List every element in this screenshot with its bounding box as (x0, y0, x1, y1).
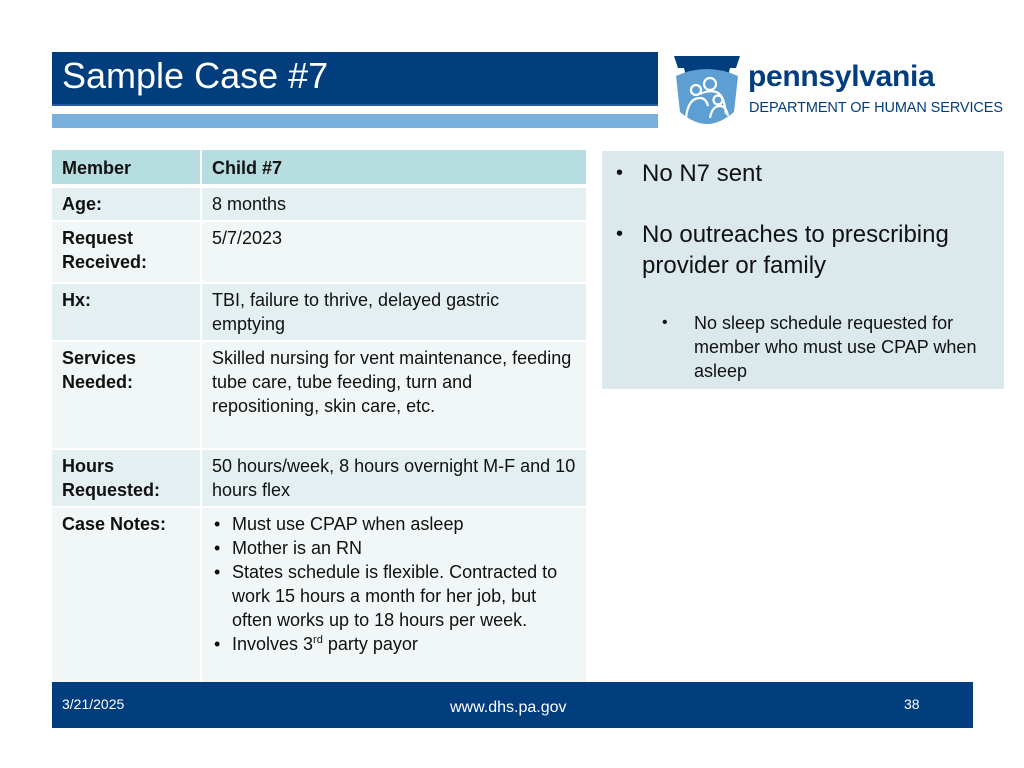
case-notes-list (212, 512, 576, 656)
case-note-item: • Must use CPAP when asleep (212, 512, 576, 536)
services-needed-value: Skilled nursing for vent maintenance, feeding tube care, tube feeding, turn and repositioning, skin care, etc. (202, 342, 586, 450)
title-bar (52, 52, 658, 106)
note-text: party payor (322, 634, 418, 654)
hours-requested-value: 50 hours/week, 8 hours overnight M-F and 10 hours flex (202, 450, 586, 508)
finding-sub-item: No sleep schedule requested for member who must use CPAP when asleep (694, 313, 977, 381)
hx-value: TBI, failure to thrive, delayed gastric emptying (202, 284, 586, 342)
footer-url: www.dhs.pa.gov (450, 699, 567, 716)
hx-label: Hx: (52, 284, 202, 342)
request-received-label: Request Received: (52, 222, 202, 284)
note-text: Involves 3 (232, 634, 314, 654)
member-value: Child #7 (202, 150, 586, 188)
case-notes-value (202, 508, 586, 696)
services-needed-label: Services Needed: (52, 342, 202, 450)
slide-footer (52, 682, 973, 728)
bullet-icon: • (616, 223, 624, 245)
case-note-item: • Mother is an RN (212, 536, 576, 560)
page-number: 38 (904, 696, 920, 712)
footer-date: 3/21/2025 (62, 696, 125, 712)
keystone-family-icon (670, 54, 744, 126)
hours-requested-label: Hours Requested: (52, 450, 202, 508)
finding-item: No N7 sent (642, 160, 763, 187)
finding-item: No outreaches to prescribing provider or family (642, 221, 949, 279)
table-row-hours-requested (52, 450, 586, 508)
case-notes-label: Case Notes: (52, 508, 202, 696)
case-note-item (212, 632, 576, 656)
ordinal-superscript: rd (313, 634, 323, 646)
request-received-value: 5/7/2023 (202, 222, 586, 284)
table-row-age (52, 188, 586, 222)
case-details-table (52, 150, 586, 696)
slide-title: Sample Case #7 (62, 55, 329, 96)
case-note-item: • States schedule is flexible. Contracted to work 15 hours a month for her job, but often works up to 18 hours per week. (212, 560, 576, 632)
logo-department: DEPARTMENT OF HUMAN SERVICES (749, 100, 1003, 116)
bullet-icon: • (616, 162, 624, 184)
table-row-services-needed (52, 342, 586, 450)
table-row-hx (52, 284, 586, 342)
age-label: Age: (52, 188, 202, 222)
table-row-case-notes (52, 508, 586, 696)
title-accent-stripe (52, 114, 658, 128)
pa-dhs-logo (670, 54, 1010, 126)
sub-bullet-icon: • (662, 314, 668, 331)
findings-panel (602, 151, 1004, 389)
logo-wordmark: pennsylvania (748, 60, 935, 93)
age-value: 8 months (202, 188, 586, 222)
member-label: Member (52, 150, 202, 188)
table-row-request-received (52, 222, 586, 284)
table-header-row (52, 150, 586, 188)
